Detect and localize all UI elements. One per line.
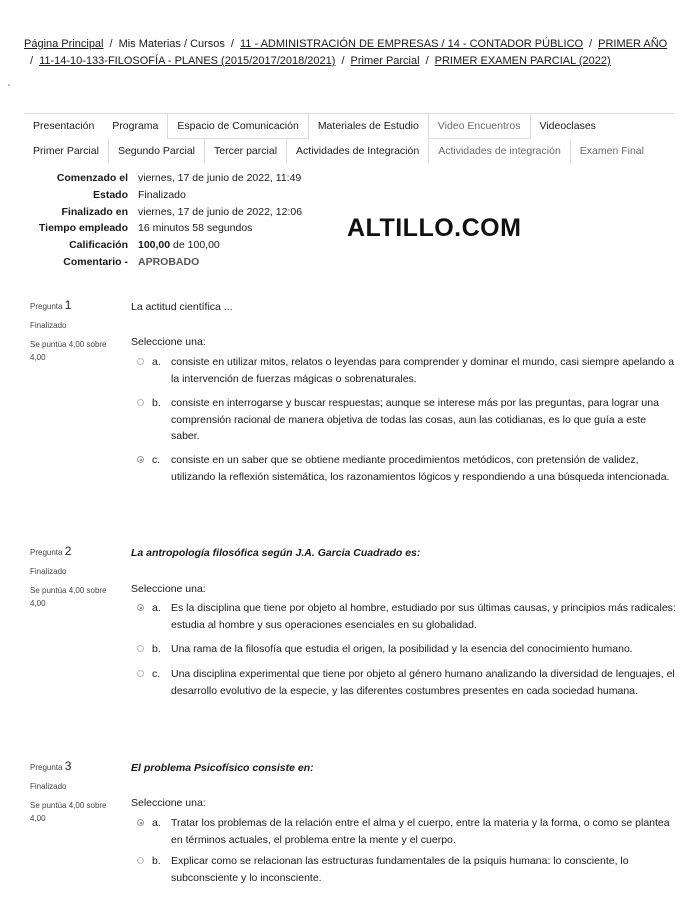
question-label: Pregunta — [30, 763, 63, 772]
grade-max: de 100,00 — [173, 239, 220, 252]
radio-button-selected[interactable] — [137, 456, 144, 463]
radio-button-selected[interactable] — [137, 604, 144, 611]
summary-row-finalizado — [24, 204, 302, 221]
answer-option-b[interactable] — [131, 641, 676, 658]
course-tabs-row-1 — [24, 113, 674, 139]
question-status: Finalizado — [30, 321, 67, 330]
option-letter: b. — [152, 643, 161, 655]
tab-actividades-integracion-2[interactable]: Actividades de integración — [428, 139, 570, 163]
attempt-summary — [24, 170, 302, 271]
radio-button[interactable] — [137, 399, 144, 406]
summary-label: Finalizado en — [61, 205, 128, 218]
breadcrumb-mis-materias: Mis Materias / Cursos — [118, 38, 225, 50]
option-text: consiste en un saber que se obtiene mediante procedimientos metódicos, con pretensión de validez, utilizando la reflexión sistemática, los razonamientos lógicos y respondiendo a una búsqueda intencionada. — [171, 454, 670, 483]
summary-row-comenzado — [24, 170, 302, 187]
grade-score: 100,00 — [138, 239, 171, 252]
summary-row-estado — [24, 187, 302, 204]
answer-option-b[interactable] — [131, 853, 676, 886]
question-number: 2 — [64, 544, 72, 558]
question-points: Se puntúa 4,00 sobre 4,00 — [30, 586, 107, 608]
tab-tercer-parcial[interactable]: Tercer parcial — [204, 139, 286, 163]
answer-option-c[interactable] — [131, 666, 676, 699]
option-text: Una rama de la filosofía que estudia el origen, la posibilidad y la esencia del conocimiento humano. — [171, 643, 633, 655]
question-text: La antropología filosófica según J.A. Garcia Cuadrado es: — [131, 547, 421, 559]
tab-video-encuentros[interactable]: Video Encuentros — [428, 114, 531, 139]
tab-videoclases[interactable]: Videoclases — [539, 120, 596, 132]
summary-row-calificacion — [24, 237, 302, 254]
question-points: Se puntúa 4,00 sobre 4,00 — [30, 340, 107, 362]
breadcrumb-carrera-link[interactable]: 11 - ADMINISTRACIÓN DE EMPRESAS / 14 - CONTADOR PÚBLICO — [239, 38, 584, 50]
answer-option-c[interactable] — [131, 452, 676, 485]
breadcrumb-materia-link[interactable]: 11-14-10-133-FILOSOFÍA - PLANES (2015/2017/2018/2021) — [39, 55, 336, 67]
summary-value: viernes, 17 de junio de 2022, 12:06 — [138, 205, 303, 218]
tab-actividades-integracion[interactable]: Actividades de Integración — [286, 139, 428, 163]
question-info — [30, 299, 122, 364]
radio-button[interactable] — [137, 857, 144, 864]
question-info — [30, 760, 122, 825]
option-letter: c. — [152, 454, 161, 466]
breadcrumb: Página Principal / Mis Materias / Cursos / 11 - ADMINISTRACIÓN DE EMPRESAS / 14 - CONTADOR PÚBLICO / PRIMER AÑO / 11-14-10-133-FILOSOFÍA - PLANES (2015/2017/2018/2021) / Primer Parcial / PRIMER EXAMEN PARCIAL (2022) — [24, 38, 668, 67]
question-number: 3 — [64, 759, 72, 773]
option-text: consiste en interrogarse y buscar respuestas; aunque se interese más por las preguntas, para lograr una comprensión racional de manera objetiva de todas las cosas, aun las cotidianas, es lo que guía a este saber. — [171, 397, 659, 442]
summary-label: Estado — [92, 188, 128, 201]
question-points: Se puntúa 4,00 sobre 4,00 — [30, 801, 107, 823]
option-text: Una disciplina experimental que tiene por objeto al género humano analizando la diversidad de lenguajes, el desarrollo evolutivo de la especie, y las diferentes costumbres presentes en cada sociedad humana. — [171, 668, 675, 697]
summary-row-comentario — [24, 254, 302, 271]
summary-value — [138, 237, 220, 254]
question-status: Finalizado — [30, 782, 67, 791]
answer-option-b[interactable] — [131, 395, 676, 445]
course-tabs-row-2 — [24, 139, 674, 163]
option-letter: b. — [152, 397, 161, 409]
tab-examen-final[interactable]: Examen Final — [570, 139, 653, 163]
tab-segundo-parcial[interactable]: Segundo Parcial — [108, 139, 204, 163]
breadcrumb-examen-link[interactable]: PRIMER EXAMEN PARCIAL (2022) — [434, 55, 611, 67]
radio-button[interactable] — [137, 645, 144, 652]
option-letter: c. — [152, 668, 161, 680]
question-status: Finalizado — [30, 567, 67, 576]
summary-row-tiempo — [24, 220, 302, 237]
question-number: 1 — [64, 298, 72, 312]
tab-primer-parcial[interactable]: Primer Parcial — [33, 145, 99, 157]
option-text: Tratar los problemas de la relación entre el alma y el cuerpo, entre la materia y la forma, o como se plantea en términos actuales, el problema entre la mente y el cuerpo. — [171, 817, 670, 846]
tab-materiales-estudio[interactable]: Materiales de Estudio — [317, 120, 419, 132]
radio-button-selected[interactable] — [137, 819, 144, 826]
answer-option-a[interactable] — [131, 354, 676, 387]
option-letter: a. — [152, 602, 161, 614]
option-letter: a. — [152, 356, 161, 368]
summary-label: Tiempo empleado — [38, 222, 128, 235]
summary-value: APROBADO — [138, 255, 200, 268]
question-prompt: Seleccione una: — [131, 336, 206, 348]
question-text: El problema Psicofísico consiste en: — [131, 762, 314, 774]
summary-label: Calificación — [69, 239, 128, 252]
option-letter: a. — [152, 817, 161, 829]
question-label: Pregunta — [30, 302, 63, 311]
answer-option-a[interactable] — [131, 815, 676, 848]
radio-button[interactable] — [137, 358, 144, 365]
question-text: La actitud científica ... — [131, 301, 233, 313]
decorative-dot — [8, 84, 10, 86]
question-label: Pregunta — [30, 548, 63, 557]
question-prompt: Seleccione una: — [131, 797, 206, 809]
question-prompt: Seleccione una: — [131, 583, 206, 595]
breadcrumb-parcial-link[interactable]: Primer Parcial — [350, 55, 420, 67]
breadcrumb-anio-link[interactable]: PRIMER AÑO — [598, 38, 668, 50]
radio-button[interactable] — [137, 670, 144, 677]
summary-value: 16 minutos 58 segundos — [138, 222, 253, 235]
summary-value: viernes, 17 de junio de 2022, 11:49 — [138, 172, 302, 184]
summary-value: Finalizado — [138, 188, 186, 201]
option-text: consiste en utilizar mitos, relatos o leyendas para comprender y dominar el mundo, casi siempre apelando a la intervención de fuerzas mágicas o sobrenaturales. — [171, 356, 675, 385]
question-info — [30, 545, 122, 610]
summary-label: Comentario - — [63, 255, 128, 268]
option-letter: b. — [152, 855, 161, 867]
tab-espacio-comunicacion[interactable]: Espacio de Comunicación — [167, 114, 308, 139]
watermark: ALTILLO.COM — [347, 214, 522, 242]
breadcrumb-home-link[interactable]: Página Principal — [24, 38, 104, 50]
answer-option-a[interactable] — [131, 600, 676, 633]
tab-programa[interactable]: Programa — [112, 120, 159, 132]
option-text: Explicar como se relacionan las estructuras fundamentales de la psiquis humana: lo consciente, lo subconsciente y lo inconsciente. — [171, 855, 629, 884]
summary-label: Comenzado el — [56, 172, 128, 184]
option-text: Es la disciplina que tiene por objeto al hombre, estudiado por sus últimas causas, y principios más radicales: estudia al hombre y sus operaciones esenciales en su globalidad. — [171, 602, 676, 631]
tab-presentacion[interactable]: Presentación — [33, 120, 95, 132]
